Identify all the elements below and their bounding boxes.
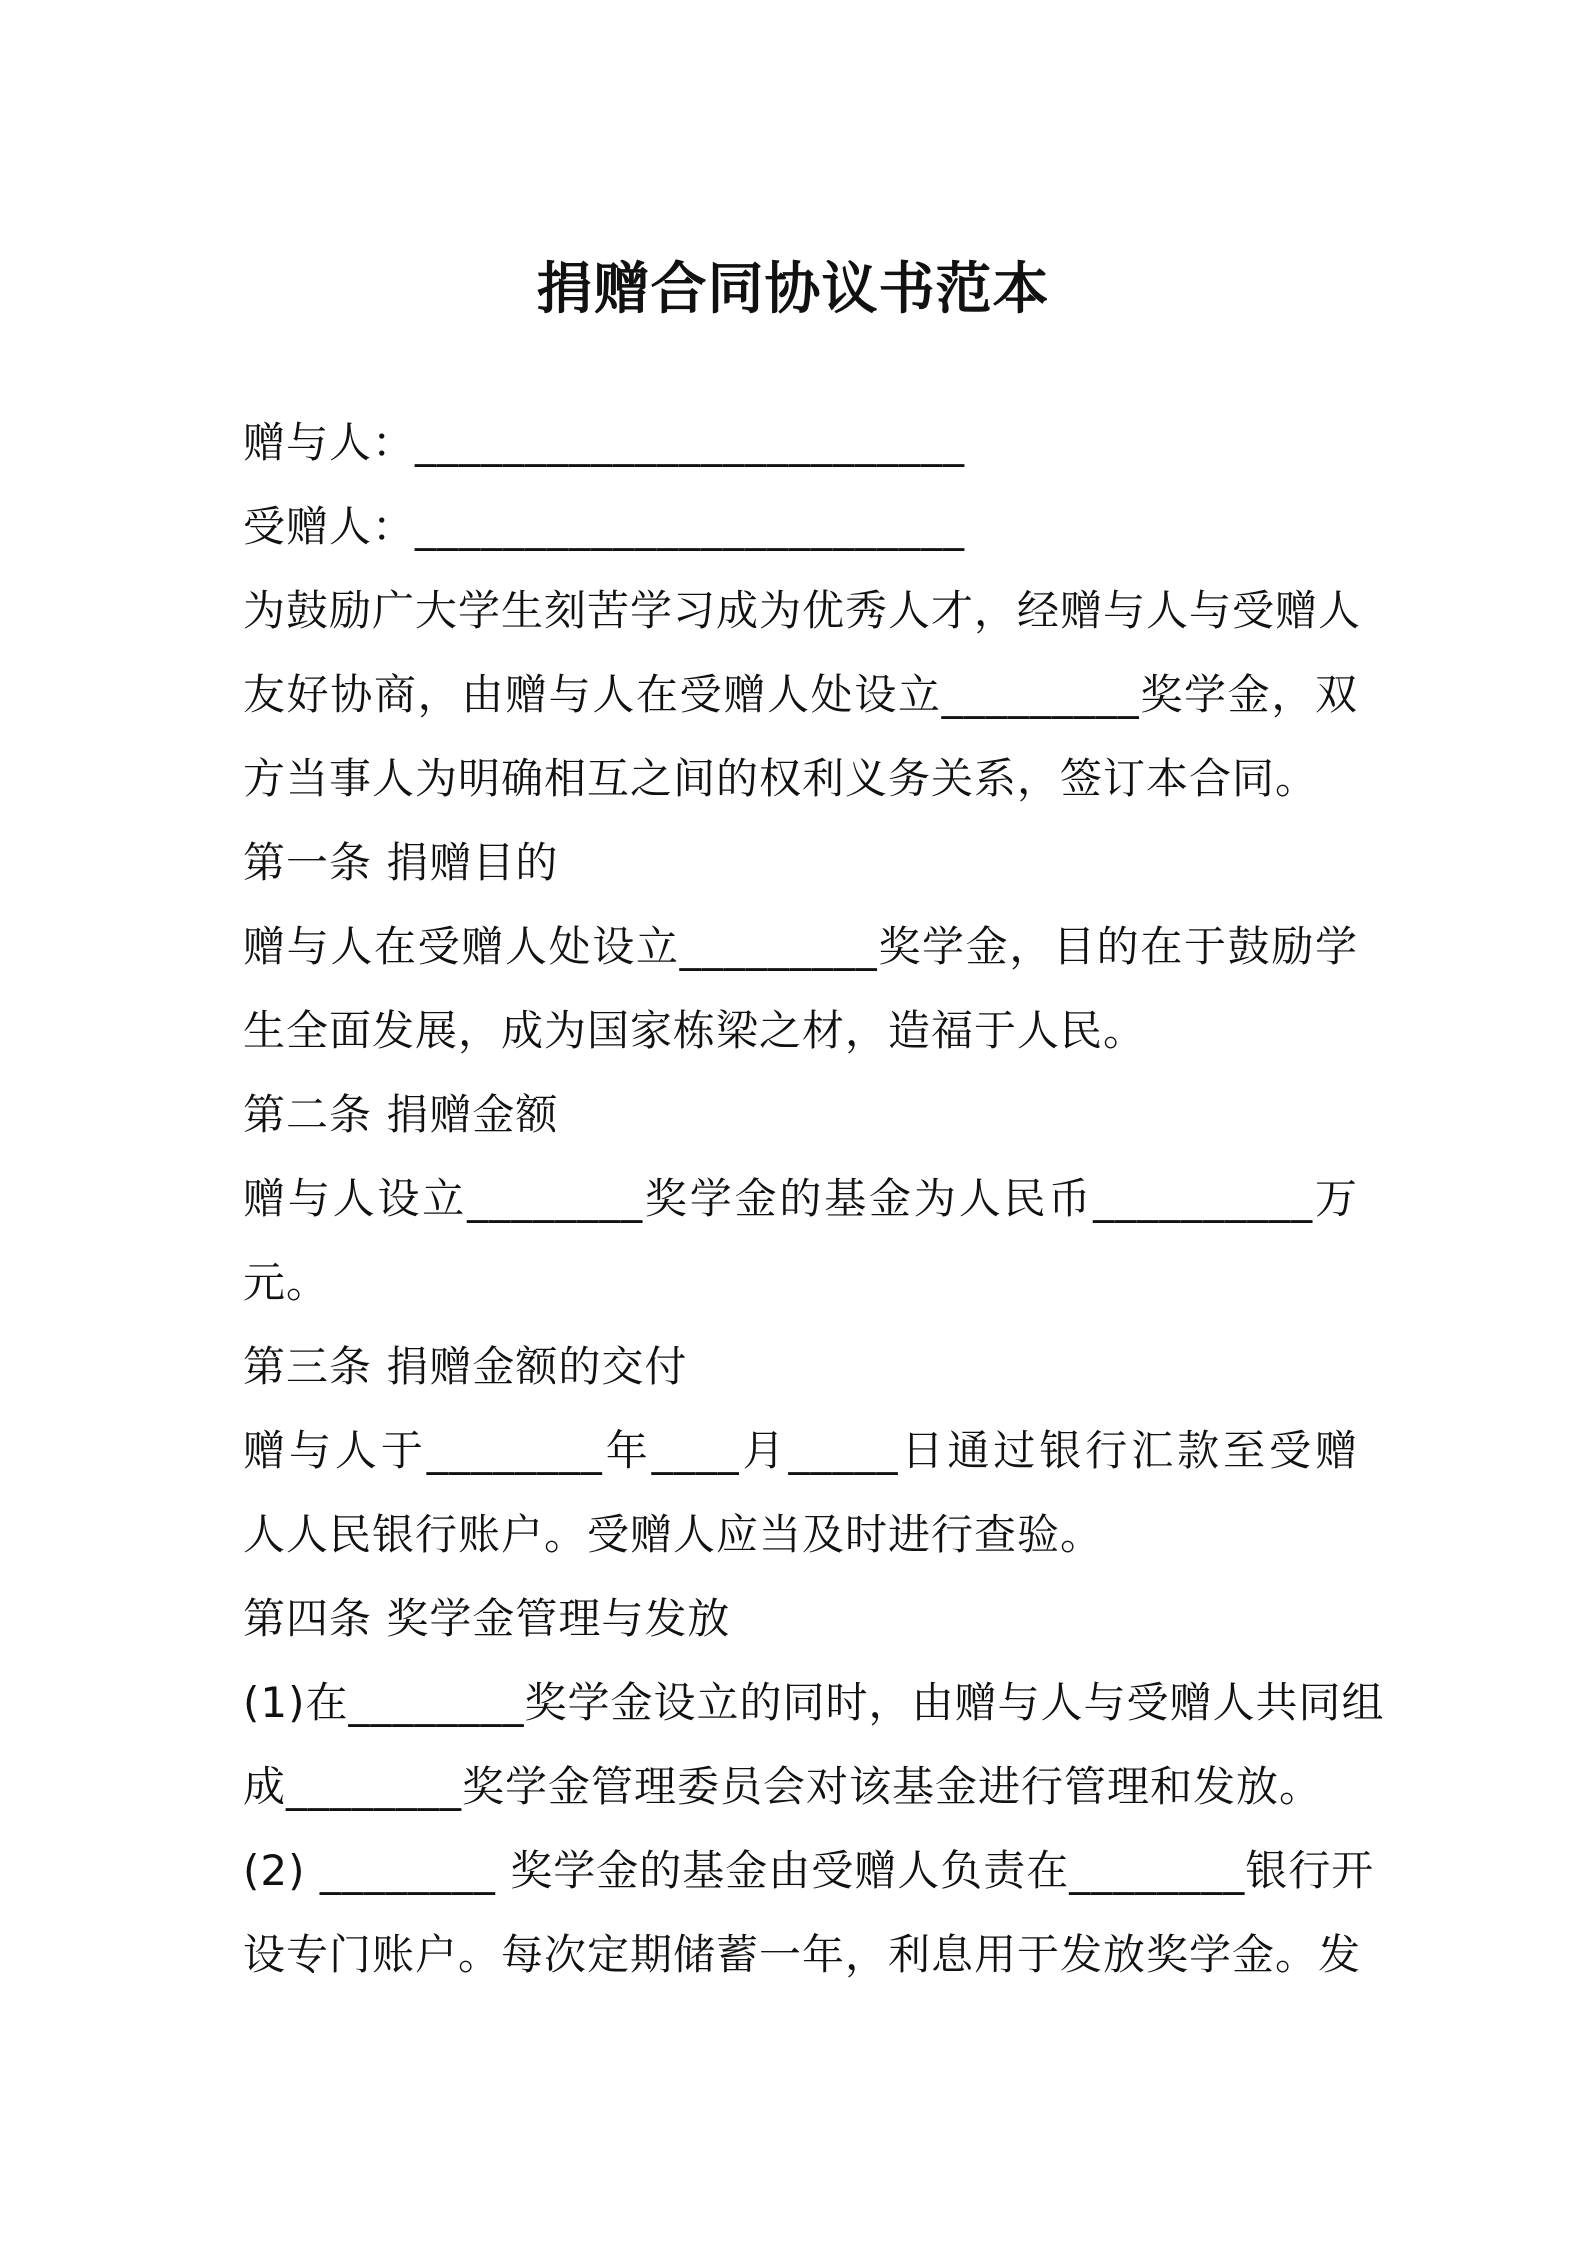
preamble-line-3: 方当事人为明确相互之间的权利义务关系，签订本合同。 (243, 754, 1319, 803)
article-2-heading: 第二条 捐赠金额 (243, 1090, 559, 1139)
preamble-line-1: 为鼓励广大学生刻苦学习成为优秀人才，经赠与人与受赠人 (243, 586, 1362, 635)
article-3-heading: 第三条 捐赠金额的交付 (243, 1342, 688, 1391)
recipient-line: 受赠人：_________________________ (243, 502, 966, 551)
preamble-line-2: 友好协商，由赠与人在受赠人处设立_________奖学金，双 (243, 670, 1358, 719)
article-1-heading: 第一条 捐赠目的 (243, 838, 559, 887)
article-1-line-2: 生全面发展，成为国家栋梁之材，造福于人民。 (243, 1006, 1147, 1055)
article-2-line-2: 元。 (243, 1258, 330, 1307)
article-2-line-1: 赠与人设立________奖学金的基金为人民币__________万 (243, 1174, 1358, 1223)
article-4-heading: 第四条 奖学金管理与发放 (243, 1594, 731, 1643)
article-4-item-1-line-1: (1)在________奖学金设立的同时，由赠与人与受赠人共同组 (243, 1678, 1385, 1727)
article-4-item-2-line-1: (2) ________ 奖学金的基金由受赠人负责在________银行开 (243, 1846, 1375, 1895)
donor-line: 赠与人：_________________________ (243, 418, 966, 467)
article-3-line-2: 人人民银行账户。受赠人应当及时进行查验。 (243, 1510, 1104, 1559)
article-1-line-1: 赠与人在受赠人处设立_________奖学金，目的在于鼓励学 (243, 922, 1358, 971)
article-4-item-1-line-2: 成________奖学金管理委员会对该基金进行管理和发放。 (243, 1762, 1323, 1811)
article-3-line-1: 赠与人于________年____月_____日通过银行汇款至受赠 (243, 1426, 1358, 1475)
document-title: 捐赠合同协议书范本 (536, 257, 1050, 322)
article-4-item-2-line-2: 设专门账户。每次定期储蓄一年，利息用于发放奖学金。发 (243, 1930, 1362, 1979)
